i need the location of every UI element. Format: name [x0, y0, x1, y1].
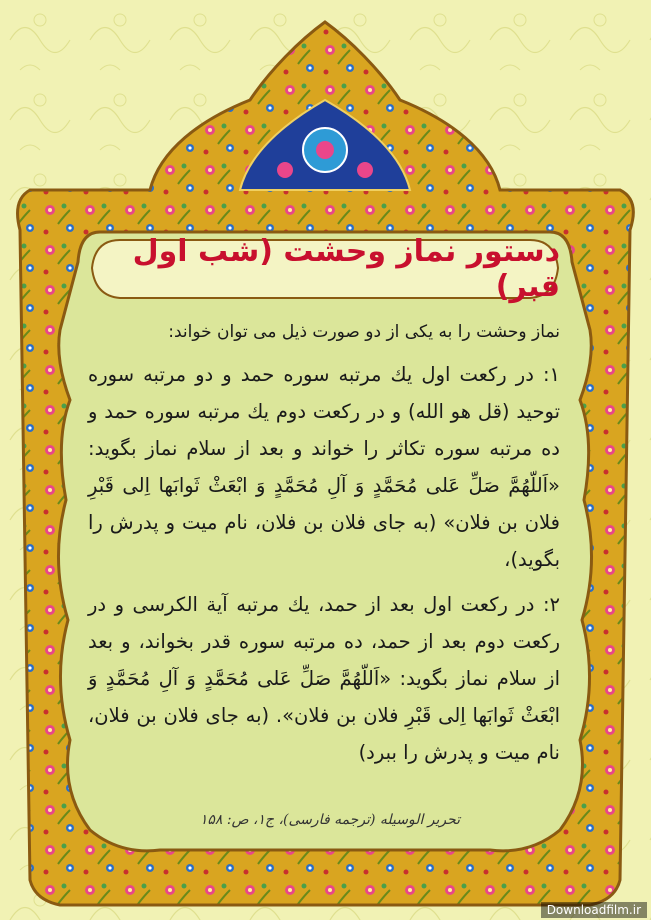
watermark: Downloadfilm.ir — [541, 902, 647, 918]
page-title: دستور نماز وحشت (شب اول قبر) — [132, 234, 560, 304]
source-citation: تحریر الوسیله (ترجمه فارسی)، ج۱، ص: ۱۵۸ — [199, 812, 461, 828]
intro-text: نماز وحشت را به یکی از دو صورت ذیل می توان خواند: — [168, 322, 560, 342]
instructions-body — [88, 318, 560, 779]
method-2-text: ۲: در رکعت اول بعد از حمد، یك مرتبه آیة الکرسی و در رکعت دوم بعد از حمد، ده مرتبه سوره قدر بخواند، و بعد از سلام نماز بگوید: «اَللّهُمَّ صَلِّ عَلی مُحَمَّدٍ وَ آلِ مُحَمَّدٍ وَ ابْعَثْ ثَوابَها اِلی قَبْرِ فلان بن فلان». (به جای فلان بن فلان، نام میت و پدرش را ببرد) — [88, 593, 560, 764]
method-1-text: ۱: در رکعت اول یك مرتبه سوره حمد و دو مرتبه سوره توحید (قل هو الله) و در رکعت دوم یك مرتبه سوره حمد و ده مرتبه سوره تکاثر را خواند و بعد از سلام نماز بگوید: «اَللّهُمَّ صَلِّ عَلی مُحَمَّدٍ وَ آلِ مُحَمَّدٍ وَ ابْعَثْ ثَوابَها اِلی قَبْرِ فلان بن فلان» (به جای فلان بن فلان، نام میت و پدرش را بگوید)، — [88, 363, 560, 571]
